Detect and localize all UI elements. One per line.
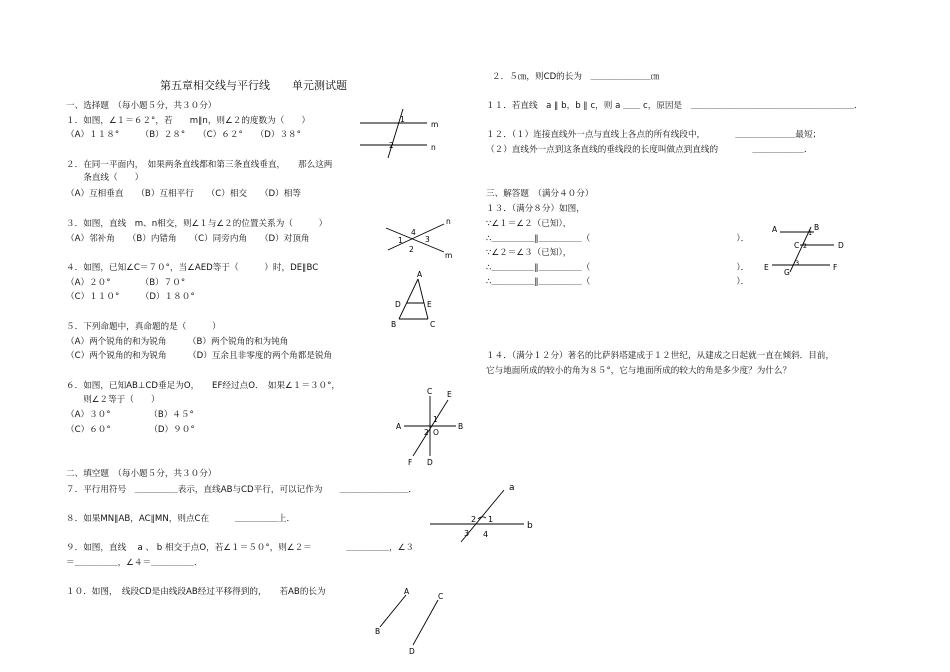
point-B-label: B — [375, 627, 381, 636]
question-6-stem-cont: 则∠２等于（ ） — [66, 395, 160, 405]
segment-AB — [380, 595, 406, 627]
question-3-options: （A）邻补角 （B）内错角 （C）同旁内角 （D）对顶角 — [66, 234, 310, 244]
section-heading-solve: 三、解答题 （满分４０分） — [486, 189, 594, 199]
question-10-stem: １０．如图， 线段CD是由线段AB经过平移得到的， 若AB的长为 — [66, 587, 326, 597]
question-2-stem-cont: 条直线（ ） — [66, 173, 144, 183]
question-4-options-cd: （C）１１０° （D）１８０° — [66, 292, 195, 302]
question-3-stem: ３．如图，直线 m、n相交，则∠１与∠２的位置关系为（ ） — [66, 219, 328, 229]
point-D-label: D — [427, 458, 433, 467]
line-m-label: m — [431, 120, 439, 129]
question-4-stem: ４．如图，已知∠C＝７０°，当∠AED等于（ ）时，DE∥BC — [66, 263, 319, 273]
line-n — [388, 224, 444, 250]
figure-question-4 — [388, 270, 448, 332]
question-5-options-ab: （A）两个锐角的和为锐角 （B）两个锐角的和为钝角 — [66, 337, 289, 347]
question-13-line-3: ∵∠２＝∠３（已知）， — [486, 248, 572, 258]
question-13-stem: １３．（满分８分）如图， — [486, 204, 585, 214]
question-9-stem-cont: ＝＿＿＿＿＿，∠４＝＿＿＿＿＿． — [66, 558, 203, 568]
question-12-part-2: （２）直线外一点到这条直线的垂线段的长度叫做点到直线的 ＿＿＿＿＿＿． — [486, 145, 813, 155]
question-6-options-cd: （C）６０° （D）９０° — [66, 425, 195, 435]
question-6-stem: ６．如图，已知AB⊥CD垂足为O， EF经过点O． 如果∠１＝３０°， — [66, 381, 341, 391]
question-4-options-ab: （A）２０° （B）７０° — [66, 278, 186, 288]
question-11: １１．若直线 a ∥ b，b ∥ c，则 a ＿＿ c，原因是 ＿＿＿＿＿＿＿＿＿＿＿＿＿＿＿＿＿＿＿． — [486, 101, 863, 111]
question-13-line-4: ∴＿＿＿＿＿∥＿＿＿＿＿（ ）． — [486, 263, 750, 273]
angle-1-label: 1 — [808, 229, 813, 237]
question-14-stem: １４．（满分１２分）著名的比萨斜塔建成于１２世纪，从建成之日起就一直在倾斜．目前， — [486, 351, 835, 361]
vertex-C-label: C — [430, 320, 436, 329]
point-C-label: C — [438, 592, 444, 601]
question-5-stem: ５．下列命题中，真命题的是（ ） — [66, 322, 221, 332]
point-A-label: A — [396, 422, 402, 431]
line-a-label: a — [509, 483, 515, 493]
segment-CD — [413, 600, 438, 645]
point-E-label: E — [447, 390, 452, 399]
question-2-options: （A）互相垂直 （B）互相平行 （C）相交 （D）相等 — [66, 189, 301, 199]
point-G-label: G — [784, 268, 790, 277]
figure-question-6 — [394, 384, 469, 468]
question-14-stem-cont: 它与地面所成的较小的角为８５°，它与地面所成的较大的角是多少度？为什么？ — [486, 366, 792, 376]
figure-question-9 — [428, 480, 538, 542]
angle-3-label: 3 — [425, 235, 430, 244]
point-D-label: D — [838, 241, 844, 250]
section-heading-choice: 一、选择题 （每小题５分，共３０分） — [66, 101, 217, 111]
line-n-label: n — [431, 143, 436, 152]
point-O-label: O — [433, 428, 439, 437]
angle-arc — [478, 517, 486, 519]
side-AB — [399, 279, 418, 319]
figure-question-13 — [762, 222, 847, 277]
question-13-line-2: ∴＿＿＿＿＿∥＿＿＿＿＿（ ）． — [486, 234, 750, 244]
point-E-label: E — [764, 263, 769, 272]
question-10-stem-cont: ２．５㎝，则CD的长为 ＿＿＿＿＿＿＿㎝ — [492, 72, 660, 82]
page-title: 第五章相交线与平行线 单元测试题 — [160, 79, 347, 92]
section-heading-fill: 二、填空题 （每小题５分，共３０分） — [66, 469, 217, 479]
question-12-part-1: １２．（１）连接直线外一点与直线上各点的所有线段中， ＿＿＿＿＿＿＿最短； — [486, 130, 822, 140]
vertex-B-label: B — [391, 320, 397, 329]
point-E-label: E — [427, 300, 432, 309]
angle-3-label: 3 — [464, 529, 470, 538]
point-A-label: A — [772, 225, 778, 234]
angle-2-label: 2 — [471, 515, 477, 524]
point-D-label: D — [409, 647, 415, 656]
question-9-stem: ９．如图，直线 a 、 b 相交于点O，若∠１＝５０°，则∠２＝ ＿＿＿＿＿，∠３ — [66, 543, 415, 553]
question-5-options-cd: （C）两个锐角的和为锐角 （D）互余且非零度的两个角都是锐角 — [66, 351, 333, 361]
angle-3-label: 3 — [795, 259, 800, 267]
figure-question-10 — [370, 585, 450, 657]
point-C-label: C — [427, 387, 433, 396]
point-B-label: B — [458, 422, 464, 431]
point-B-label: B — [814, 223, 820, 232]
angle-1-label: 1 — [433, 415, 438, 424]
angle-2-label: 2 — [409, 245, 414, 254]
angle-1-label: 1 — [400, 115, 405, 124]
angle-2-label: 2 — [424, 428, 429, 437]
line-n-label: n — [446, 217, 451, 226]
question-8: ８．如果MN∥AB，AC∥MN，则点C在 ＿＿＿＿＿上． — [66, 514, 296, 524]
point-F-label: F — [833, 263, 838, 272]
angle-1-label: 1 — [488, 515, 494, 524]
line-b-label: b — [527, 521, 533, 531]
question-6-options-ab: （A）３０° （B）４５° — [66, 410, 194, 420]
point-D-label: D — [395, 300, 401, 309]
side-AC — [418, 279, 428, 319]
angle-4-label: 4 — [483, 530, 489, 539]
angle-2-label: 2 — [389, 141, 394, 150]
line-EF — [413, 400, 448, 456]
angle-1-label: 1 — [398, 236, 403, 245]
question-13-line-5: ∴＿＿＿＿＿∥＿＿＿＿＿（ ）． — [486, 277, 750, 287]
line-m-label: m — [445, 251, 453, 260]
angle-2-label: 2 — [803, 242, 808, 250]
figure-question-1 — [355, 105, 445, 160]
angle-4-label: 4 — [411, 228, 416, 237]
point-A-label: A — [404, 587, 410, 596]
point-C-label: C — [794, 241, 800, 250]
question-13-line-1: ∵∠１＝∠２（已知）， — [486, 219, 572, 229]
figure-question-3 — [382, 218, 457, 263]
question-1-options: （A）１１８° （B）２８° （C）６２° （D）３８° — [66, 130, 301, 140]
question-7: ７．平行用符号 ＿＿＿＿＿表示，直线AB与CD平行，可以记作为 ＿＿＿＿＿＿＿＿． — [66, 485, 417, 495]
question-2-stem: ２．在同一平面内， 如果两条直线都和第三条直线垂直， 那么这两 — [66, 160, 333, 170]
vertex-A-label: A — [417, 270, 423, 279]
point-F-label: F — [408, 458, 413, 467]
question-1-stem: １．如图，∠１＝６２°，若 m∥n，则∠２的度数为（ ） — [66, 116, 311, 126]
